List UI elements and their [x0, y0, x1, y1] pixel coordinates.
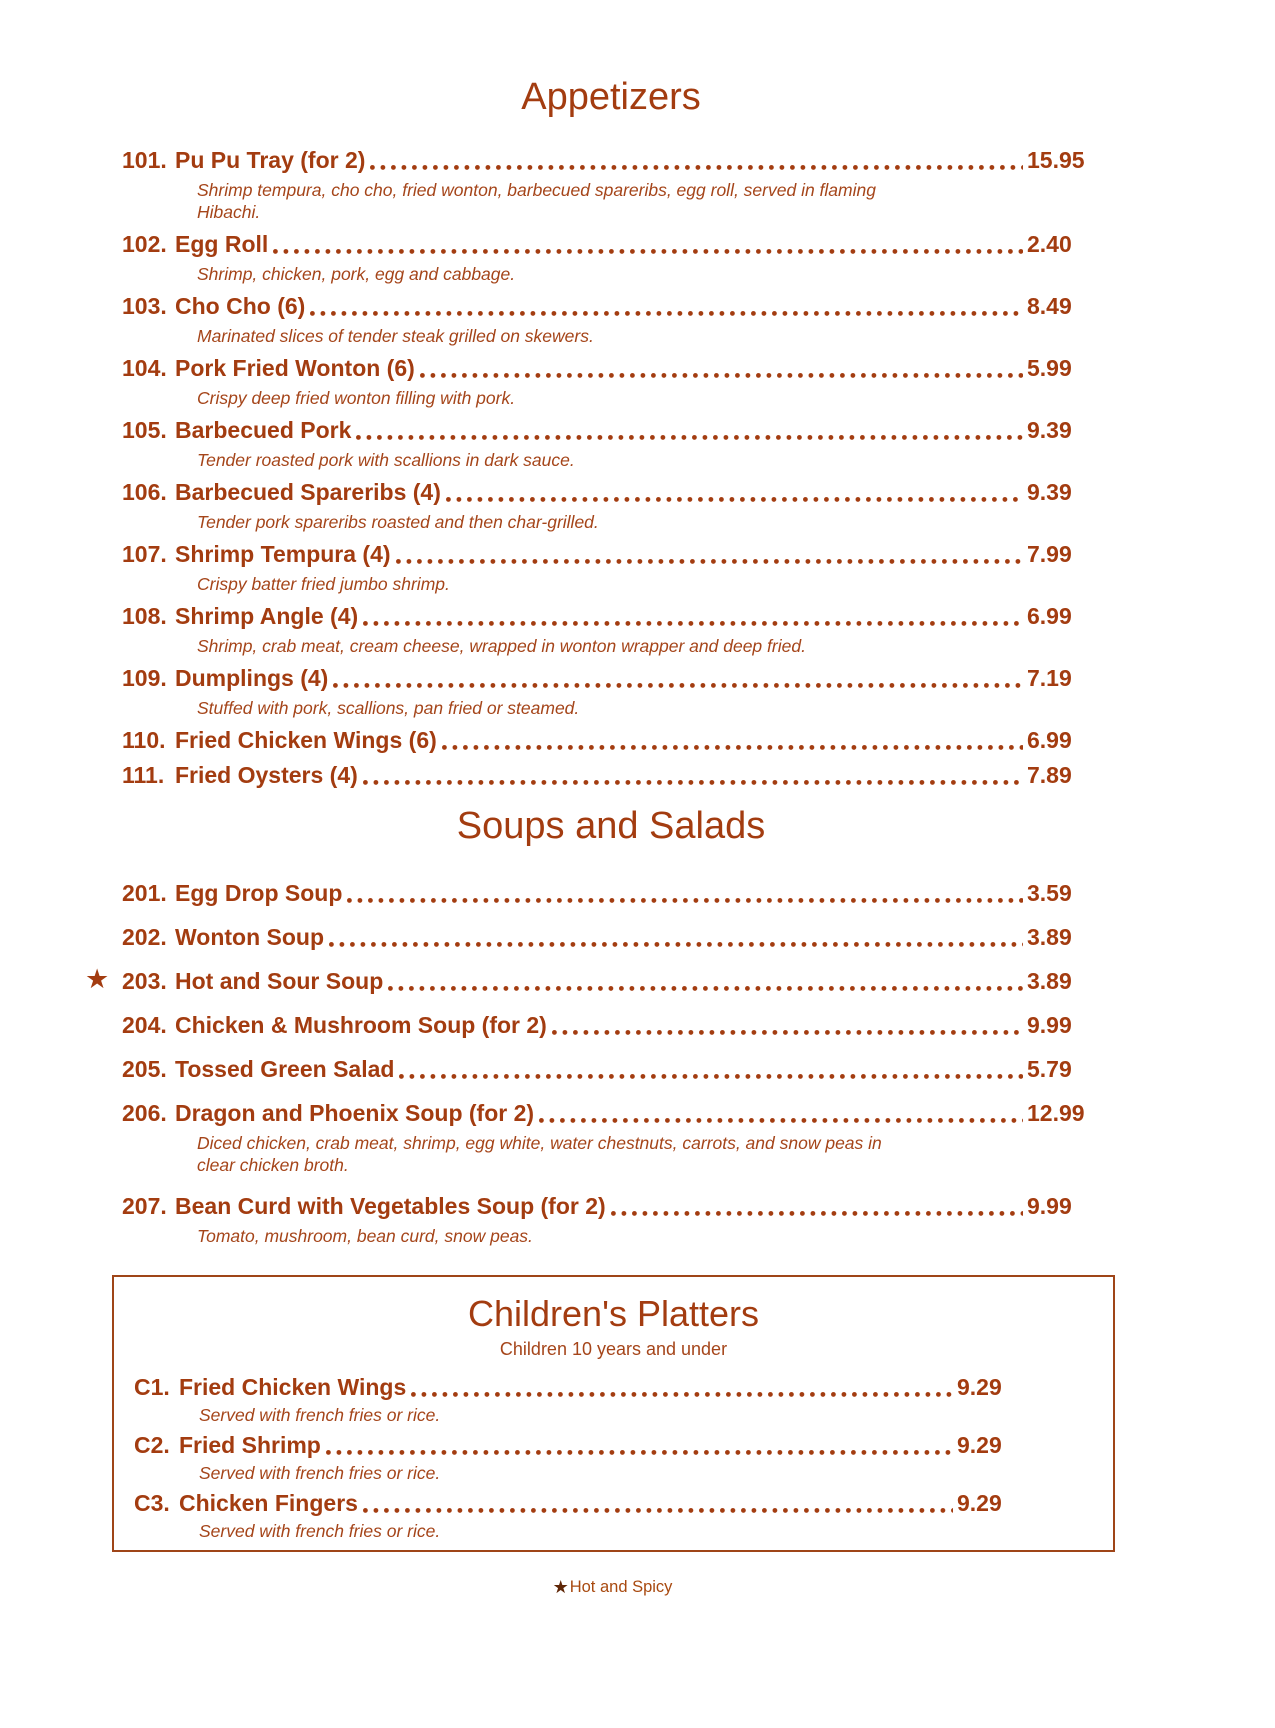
- item-number: 111.: [122, 762, 165, 788]
- item-price: 5.79: [1027, 1056, 1072, 1082]
- menu-item-line: [122, 1099, 1100, 1127]
- item-name: Chicken Fingers: [179, 1490, 358, 1516]
- item-name: Egg Roll: [175, 231, 269, 257]
- item-price: 9.99: [1027, 1012, 1072, 1038]
- soups-item-list: [85, 879, 1100, 1247]
- hot-and-spicy-label: Hot and Spicy: [569, 1578, 673, 1596]
- menu-item-line: [122, 1192, 1100, 1220]
- item-description: Crispy deep fried wonton filling with pork.: [197, 388, 516, 408]
- item-price: 9.29: [957, 1490, 1002, 1516]
- hot-and-spicy-legend: [112, 1576, 1113, 1597]
- item-name: Chicken & Mushroom Soup (for 2): [175, 1012, 547, 1038]
- item-description: Crispy batter fried jumbo shrimp.: [197, 574, 450, 594]
- item-price: 9.39: [1027, 417, 1072, 443]
- item-number: 106.: [122, 479, 167, 505]
- item-description: Diced chicken, crab meat, shrimp, egg white, water chestnuts, carrots, and snow peas in clear chicken broth.: [197, 1133, 882, 1175]
- menu-item-line: [122, 354, 1100, 382]
- item-name: Dragon and Phoenix Soup (for 2): [175, 1100, 535, 1126]
- menu-item-row: [134, 1373, 1014, 1426]
- item-number: 110.: [122, 727, 166, 753]
- item-description: Shrimp, crab meat, cream cheese, wrapped in wonton wrapper and deep fried.: [197, 636, 806, 656]
- item-price: 12.99: [1027, 1100, 1085, 1126]
- menu-item-line: [85, 964, 1100, 995]
- menu-item-row: [122, 1011, 1100, 1039]
- item-number: 204.: [122, 1012, 167, 1038]
- menu-item-row: [85, 964, 1100, 995]
- item-price: 9.99: [1027, 1193, 1072, 1219]
- item-description: Marinated slices of tender steak grilled on skewers.: [197, 326, 594, 346]
- menu-item-row: [122, 602, 1100, 657]
- menu-item-row: [122, 292, 1100, 347]
- item-description: Served with french fries or rice.: [199, 1405, 441, 1425]
- menu-item-row: [122, 416, 1100, 471]
- appetizers-item-list: [122, 146, 1100, 789]
- menu-item-row: [122, 540, 1100, 595]
- item-price: 9.29: [957, 1432, 1002, 1458]
- item-price: 9.39: [1027, 479, 1072, 505]
- item-name: Barbecued Pork: [175, 417, 352, 443]
- childrens-platters-box: [112, 1275, 1115, 1552]
- menu-item-row: [122, 146, 1100, 223]
- item-name: Pu Pu Tray (for 2): [175, 147, 366, 173]
- item-number: 105.: [122, 417, 167, 443]
- menu-item-row: [122, 1192, 1100, 1247]
- item-description: Served with french fries or rice.: [199, 1463, 441, 1483]
- menu-item-line: [134, 1489, 1014, 1517]
- item-price: 7.19: [1027, 665, 1072, 691]
- menu-item-row: [122, 726, 1100, 754]
- dot-leader: [611, 1211, 1023, 1216]
- item-description: Tender pork spareribs roasted and then char-grilled.: [197, 512, 599, 532]
- item-price: 3.89: [1027, 924, 1072, 950]
- item-number: 202.: [122, 924, 167, 950]
- dot-leader: [347, 898, 1023, 903]
- menu-item-line: [122, 230, 1100, 258]
- dot-leader: [363, 1508, 953, 1513]
- dot-leader: [399, 1074, 1023, 1079]
- menu-item-line: [122, 602, 1100, 630]
- item-name: Hot and Sour Soup: [175, 968, 384, 994]
- item-name: Fried Oysters (4): [175, 762, 358, 788]
- item-name: Fried Shrimp: [179, 1432, 321, 1458]
- item-price: 6.99: [1027, 727, 1072, 753]
- item-number: 101.: [122, 147, 167, 173]
- item-price: 3.89: [1027, 968, 1072, 994]
- menu-item-line: [122, 726, 1100, 754]
- item-number: 107.: [122, 541, 167, 567]
- menu-item-row: [122, 923, 1100, 951]
- dot-leader: [333, 683, 1023, 688]
- item-price: 8.49: [1027, 293, 1072, 319]
- dot-leader: [539, 1118, 1023, 1123]
- menu-item-row: [134, 1431, 1014, 1484]
- menu-item-row: [122, 664, 1100, 719]
- menu-item-line: [122, 879, 1100, 907]
- hot-and-spicy-star-icon: ★: [552, 1577, 569, 1597]
- menu-item-line: [122, 416, 1100, 444]
- item-number: 102.: [122, 231, 167, 257]
- dot-leader: [388, 986, 1023, 991]
- item-number: 205.: [122, 1056, 167, 1082]
- item-number: 206.: [122, 1100, 167, 1126]
- menu-item-line: [122, 923, 1100, 951]
- item-price: 5.99: [1027, 355, 1072, 381]
- item-name: Egg Drop Soup: [175, 880, 343, 906]
- dot-leader: [326, 1450, 953, 1455]
- item-name: Shrimp Tempura (4): [175, 541, 391, 567]
- menu-item-line: [122, 1011, 1100, 1039]
- hot-and-spicy-star-icon: ★: [85, 964, 110, 994]
- item-number: C1.: [134, 1374, 170, 1400]
- item-name: Tossed Green Salad: [175, 1056, 395, 1082]
- item-price: 15.95: [1027, 147, 1085, 173]
- item-number: 108.: [122, 603, 167, 629]
- item-price: 9.29: [957, 1374, 1002, 1400]
- item-number: C2.: [134, 1432, 170, 1458]
- item-price: 7.89: [1027, 762, 1072, 788]
- item-description: Shrimp tempura, cho cho, fried wonton, barbecued spareribs, egg roll, served in flaming Hibachi.: [197, 180, 876, 222]
- dot-leader: [420, 373, 1023, 378]
- menu-item-line: [122, 292, 1100, 320]
- menu-item-row: [122, 478, 1100, 533]
- item-name: Fried Chicken Wings (6): [175, 727, 437, 753]
- section-appetizers: [122, 78, 1100, 789]
- menu-item-line: [122, 478, 1100, 506]
- dot-leader: [396, 559, 1023, 564]
- dot-leader: [356, 435, 1023, 440]
- dot-leader: [442, 745, 1023, 750]
- item-name: Shrimp Angle (4): [175, 603, 359, 629]
- dot-leader: [370, 165, 1023, 170]
- item-name: Bean Curd with Vegetables Soup (for 2): [175, 1193, 606, 1219]
- item-description: Tender roasted pork with scallions in dark sauce.: [197, 450, 575, 470]
- childrens-platters-subtitle: Children 10 years and under: [499, 1339, 728, 1359]
- menu-item-line: [134, 1373, 1014, 1401]
- dot-leader: [363, 621, 1023, 626]
- item-description: Served with french fries or rice.: [199, 1521, 441, 1541]
- item-name: Dumplings (4): [175, 665, 329, 691]
- menu-item-row: [122, 761, 1100, 789]
- menu-item-line: [122, 540, 1100, 568]
- menu-item-row: [122, 1099, 1100, 1176]
- item-description: Shrimp, chicken, pork, egg and cabbage.: [197, 264, 516, 284]
- item-number: 109.: [122, 665, 167, 691]
- menu-page: [0, 78, 1275, 1728]
- item-number: 103.: [122, 293, 167, 319]
- dot-leader: [363, 780, 1023, 785]
- menu-item-line: [134, 1431, 1014, 1459]
- menu-item-line: [122, 664, 1100, 692]
- item-number: C3.: [134, 1490, 170, 1516]
- menu-item-row: [122, 230, 1100, 285]
- dot-leader: [446, 497, 1023, 502]
- item-number: 104.: [122, 355, 167, 381]
- section-title-appetizers: Appetizers: [521, 76, 701, 118]
- menu-item-line: [122, 146, 1100, 174]
- item-price: 3.59: [1027, 880, 1072, 906]
- item-number: 201.: [122, 880, 167, 906]
- item-name: Cho Cho (6): [175, 293, 306, 319]
- item-name: Barbecued Spareribs (4): [175, 479, 441, 505]
- menu-item-row: [134, 1489, 1014, 1542]
- item-price: 6.99: [1027, 603, 1072, 629]
- dot-leader: [273, 249, 1023, 254]
- item-name: Wonton Soup: [175, 924, 325, 950]
- dot-leader: [411, 1392, 953, 1397]
- section-title-childrens-platters: Children's Platters: [468, 1293, 759, 1334]
- menu-item-line: [122, 761, 1100, 789]
- menu-item-row: [122, 1055, 1100, 1083]
- menu-item-line: [122, 1055, 1100, 1083]
- dot-leader: [310, 311, 1023, 316]
- menu-item-row: [122, 879, 1100, 907]
- section-soups-and-salads: [85, 805, 1100, 1247]
- item-price: 7.99: [1027, 541, 1072, 567]
- item-description: Tomato, mushroom, bean curd, snow peas.: [197, 1226, 533, 1246]
- item-description: Stuffed with pork, scallions, pan fried or steamed.: [197, 698, 580, 718]
- item-name: Fried Chicken Wings: [179, 1374, 407, 1400]
- item-number: 203.: [122, 968, 167, 994]
- item-number: 207.: [122, 1193, 167, 1219]
- menu-item-row: [122, 354, 1100, 409]
- section-title-soups-and-salads: Soups and Salads: [456, 805, 766, 847]
- item-price: 2.40: [1027, 231, 1072, 257]
- dot-leader: [329, 942, 1023, 947]
- dot-leader: [552, 1030, 1023, 1035]
- childrens-item-list: [134, 1373, 1014, 1542]
- item-name: Pork Fried Wonton (6): [175, 355, 415, 381]
